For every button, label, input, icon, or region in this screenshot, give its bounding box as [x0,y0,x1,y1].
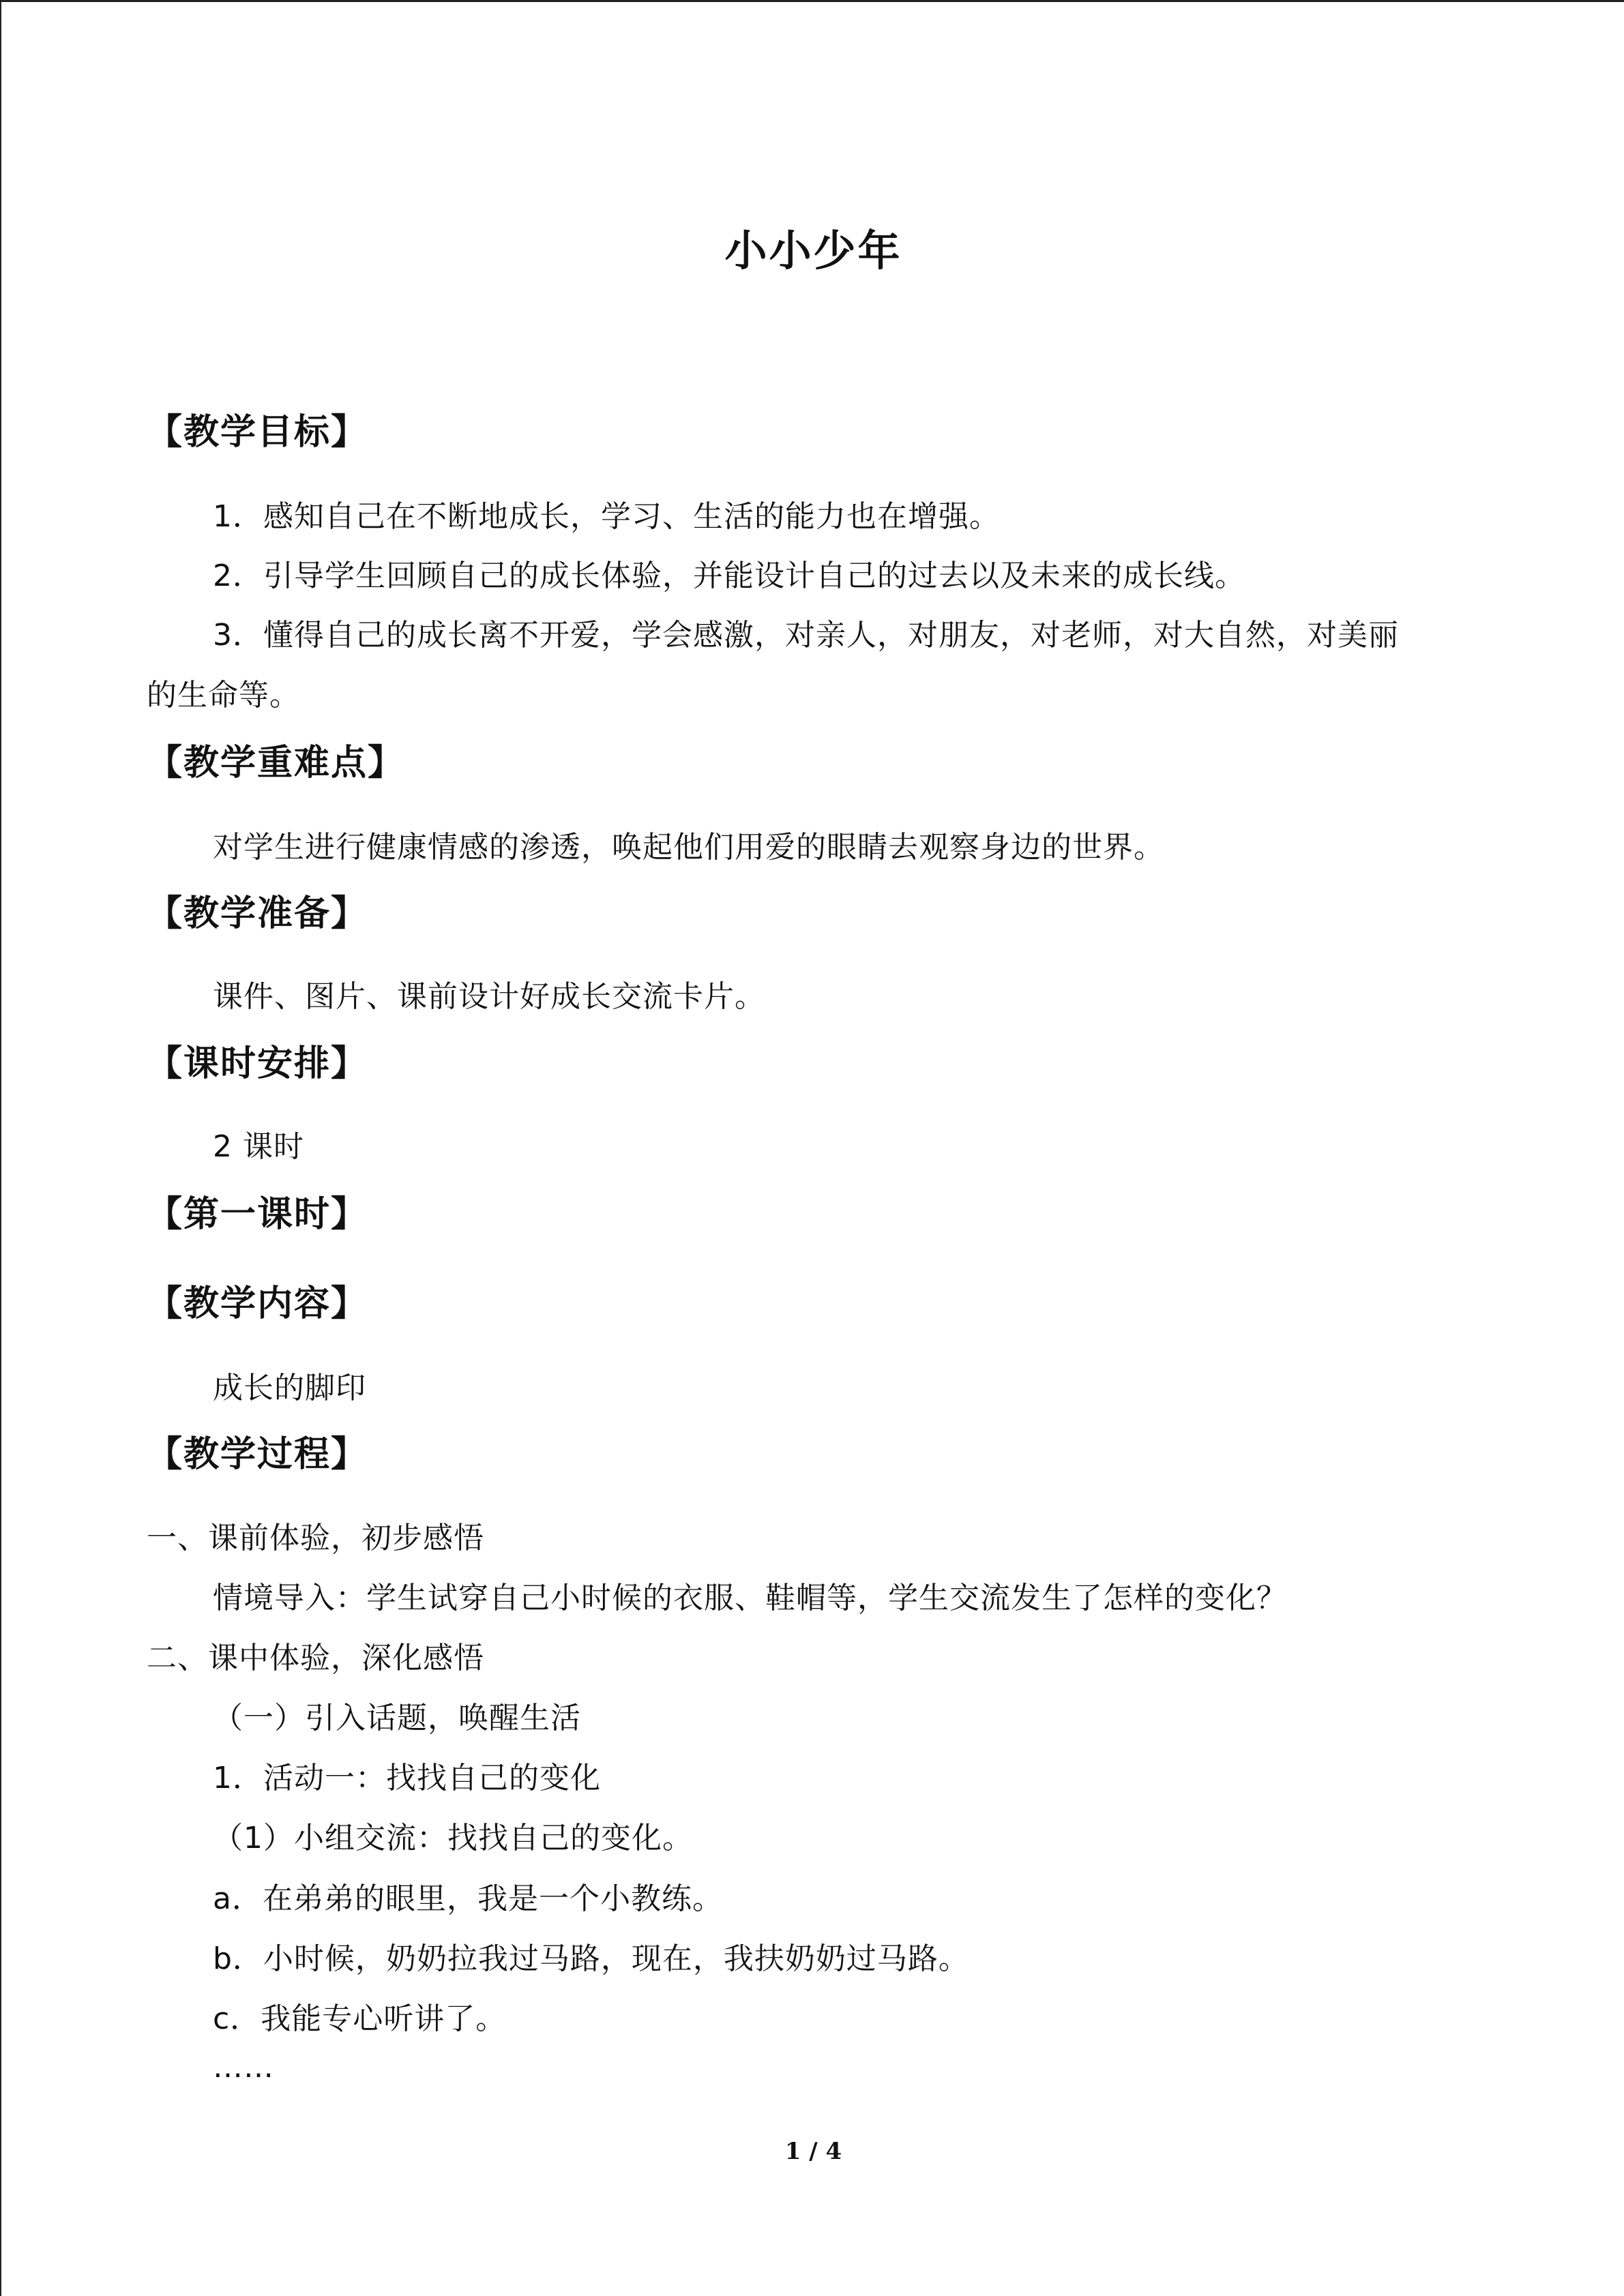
process-step-2: 二、课中体验，深化感悟 [147,1641,484,1675]
goal-item-3-line-2: 的生命等。 [147,678,300,713]
page-indicator: 1 / 4 [784,2138,842,2165]
process-step-1-text: 情境导入：学生试穿自己小时候的衣服、鞋帽等，学生交流发生了怎样的变化？ [213,1581,1287,1615]
process-item-a: a．在弟弟的眼里，我是一个小教练。 [213,1881,723,1916]
heading-content: 【教学内容】 [147,1283,368,1324]
document-title: 小小少年 [724,226,902,275]
preparation-text: 课件、图片、课前设计好成长交流卡片。 [213,979,765,1014]
heading-schedule: 【课时安排】 [147,1043,368,1084]
heading-teaching-goals: 【教学目标】 [147,412,368,453]
heading-process: 【教学过程】 [147,1434,368,1475]
process-group-discussion: （1）小组交流：找找自己的变化。 [213,1821,693,1855]
schedule-text: 2 课时 [213,1129,304,1164]
goal-item-3-line-1: 3．懂得自己的成长离不开爱，学会感激，对亲人，对朋友，对老师，对大自然，对美丽 [213,618,1399,653]
goal-item-2: 2．引导学生回顾自己的成长体验，并能设计自己的过去以及未来的成长线。 [213,558,1245,593]
process-item-c: c．我能专心听讲了。 [213,2001,507,2036]
process-item-b: b．小时候，奶奶拉我过马路，现在，我扶奶奶过马路。 [213,1941,969,1976]
process-sub-1: （一）引入话题，唤醒生活 [213,1701,581,1735]
key-points-text: 对学生进行健康情感的渗透，唤起他们用爱的眼睛去观察身边的世界。 [213,830,1164,865]
content-text: 成长的脚印 [213,1371,366,1405]
process-ellipsis: …… [213,2050,274,2085]
heading-key-points: 【教学重难点】 [147,743,405,784]
process-step-1: 一、课前体验，初步感悟 [147,1521,484,1555]
process-activity-1: 1．活动一：找找自己的变化 [213,1761,601,1795]
goal-item-1: 1．感知自己在不断地成长，学习、生活的能力也在增强。 [213,499,1000,534]
heading-first-lesson: 【第一课时】 [147,1194,368,1235]
heading-preparation: 【教学准备】 [147,893,368,934]
